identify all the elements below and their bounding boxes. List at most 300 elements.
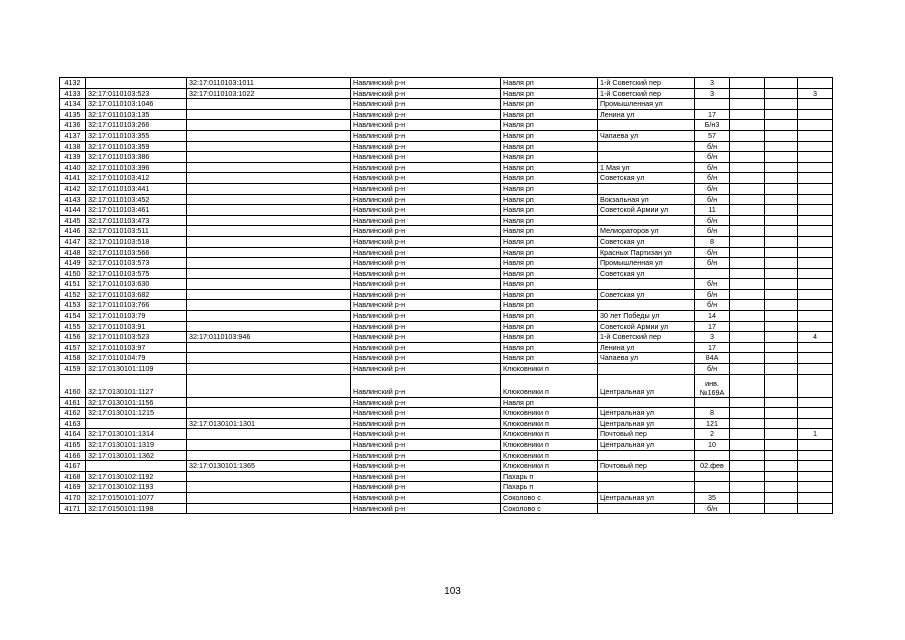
street-cell bbox=[598, 279, 695, 290]
apartment-cell: 3 bbox=[798, 88, 833, 99]
locality-cell: Навля рп bbox=[501, 397, 598, 408]
row-number-cell: 4158 bbox=[60, 353, 86, 364]
house-number-cell: б/н bbox=[695, 226, 730, 237]
district-cell: Навлинский р-н bbox=[351, 353, 501, 364]
block-cell bbox=[765, 152, 798, 163]
street-cell: 30 лет Победы ул bbox=[598, 311, 695, 322]
building-cell bbox=[730, 162, 765, 173]
row-number-cell: 4151 bbox=[60, 279, 86, 290]
district-cell: Навлинский р-н bbox=[351, 461, 501, 472]
house-number-cell: б/н bbox=[695, 162, 730, 173]
table-row bbox=[60, 88, 833, 99]
district-cell: Навлинский р-н bbox=[351, 374, 501, 397]
building-cell bbox=[730, 120, 765, 131]
building-cell bbox=[730, 99, 765, 110]
row-number-cell: 4135 bbox=[60, 109, 86, 120]
cadastral-number-cell: 32:17:0130102:1193 bbox=[86, 482, 187, 493]
block-cell bbox=[765, 374, 798, 397]
row-number-cell: 4163 bbox=[60, 418, 86, 429]
locality-cell: Навля рп bbox=[501, 342, 598, 353]
locality-cell: Клюковники п bbox=[501, 418, 598, 429]
district-cell: Навлинский р-н bbox=[351, 408, 501, 419]
row-number-cell: 4147 bbox=[60, 236, 86, 247]
street-cell: Центральная ул bbox=[598, 440, 695, 451]
house-number-cell bbox=[695, 397, 730, 408]
apartment-cell bbox=[798, 374, 833, 397]
apartment-cell bbox=[798, 418, 833, 429]
district-cell: Навлинский р-н bbox=[351, 342, 501, 353]
street-cell: Центральная ул bbox=[598, 492, 695, 503]
house-number-cell bbox=[695, 482, 730, 493]
parent-cadastral-number-cell bbox=[187, 429, 351, 440]
street-cell: Чапаева ул bbox=[598, 353, 695, 364]
house-number-cell: б/н bbox=[695, 247, 730, 258]
parent-cadastral-number-cell bbox=[187, 268, 351, 279]
table-row bbox=[60, 120, 833, 131]
parent-cadastral-number-cell bbox=[187, 162, 351, 173]
building-cell bbox=[730, 141, 765, 152]
parent-cadastral-number-cell: 32:17:0110103:1011 bbox=[187, 78, 351, 89]
street-cell bbox=[598, 397, 695, 408]
district-cell: Навлинский р-н bbox=[351, 173, 501, 184]
row-number-cell: 4164 bbox=[60, 429, 86, 440]
cadastral-number-cell: 32:17:0130101:1156 bbox=[86, 397, 187, 408]
street-cell: Ленина ул bbox=[598, 109, 695, 120]
building-cell bbox=[730, 215, 765, 226]
table-row bbox=[60, 236, 833, 247]
district-cell: Навлинский р-н bbox=[351, 130, 501, 141]
row-number-cell: 4156 bbox=[60, 332, 86, 343]
building-cell bbox=[730, 408, 765, 419]
apartment-cell bbox=[798, 183, 833, 194]
block-cell bbox=[765, 440, 798, 451]
house-number-cell: б/н bbox=[695, 152, 730, 163]
building-cell bbox=[730, 173, 765, 184]
row-number-cell: 4165 bbox=[60, 440, 86, 451]
parent-cadastral-number-cell bbox=[187, 321, 351, 332]
parent-cadastral-number-cell bbox=[187, 482, 351, 493]
table-row bbox=[60, 130, 833, 141]
apartment-cell bbox=[798, 205, 833, 216]
street-cell bbox=[598, 471, 695, 482]
house-number-cell: 2 bbox=[695, 429, 730, 440]
house-number-cell: инв. №169А bbox=[695, 374, 730, 397]
street-cell: Вокзальная ул bbox=[598, 194, 695, 205]
district-cell: Навлинский р-н bbox=[351, 120, 501, 131]
district-cell: Навлинский р-н bbox=[351, 141, 501, 152]
house-number-cell: 57 bbox=[695, 130, 730, 141]
locality-cell: Навля рп bbox=[501, 353, 598, 364]
table-row bbox=[60, 471, 833, 482]
row-number-cell: 4168 bbox=[60, 471, 86, 482]
parent-cadastral-number-cell bbox=[187, 99, 351, 110]
parent-cadastral-number-cell: 32:17:0110103:946 bbox=[187, 332, 351, 343]
locality-cell: Навля рп bbox=[501, 332, 598, 343]
house-number-cell: 8 bbox=[695, 236, 730, 247]
house-number-cell bbox=[695, 471, 730, 482]
locality-cell: Пахарь п bbox=[501, 482, 598, 493]
apartment-cell bbox=[798, 353, 833, 364]
block-cell bbox=[765, 353, 798, 364]
street-cell: Советская ул bbox=[598, 268, 695, 279]
parent-cadastral-number-cell bbox=[187, 342, 351, 353]
house-number-cell: 11 bbox=[695, 205, 730, 216]
block-cell bbox=[765, 289, 798, 300]
building-cell bbox=[730, 321, 765, 332]
district-cell: Навлинский р-н bbox=[351, 88, 501, 99]
street-cell: Мелиораторов ул bbox=[598, 226, 695, 237]
house-number-cell: Б/н3 bbox=[695, 120, 730, 131]
parent-cadastral-number-cell bbox=[187, 173, 351, 184]
table-row bbox=[60, 279, 833, 290]
building-cell bbox=[730, 482, 765, 493]
block-cell bbox=[765, 247, 798, 258]
cadastral-number-cell: 32:17:0110103:575 bbox=[86, 268, 187, 279]
apartment-cell bbox=[798, 236, 833, 247]
block-cell bbox=[765, 78, 798, 89]
parent-cadastral-number-cell bbox=[187, 471, 351, 482]
apartment-cell bbox=[798, 471, 833, 482]
building-cell bbox=[730, 289, 765, 300]
parent-cadastral-number-cell bbox=[187, 236, 351, 247]
apartment-cell bbox=[798, 152, 833, 163]
cadastral-number-cell: 32:17:0110103:630 bbox=[86, 279, 187, 290]
house-number-cell: 3 bbox=[695, 332, 730, 343]
block-cell bbox=[765, 120, 798, 131]
apartment-cell bbox=[798, 364, 833, 375]
cadastral-number-cell: 32:17:0130101:1314 bbox=[86, 429, 187, 440]
table-row bbox=[60, 450, 833, 461]
apartment-cell bbox=[798, 120, 833, 131]
street-cell bbox=[598, 503, 695, 514]
house-number-cell: б/н bbox=[695, 215, 730, 226]
block-cell bbox=[765, 258, 798, 269]
page-number: 103 bbox=[444, 586, 461, 597]
locality-cell: Пахарь п bbox=[501, 471, 598, 482]
locality-cell: Клюковники п bbox=[501, 429, 598, 440]
house-number-cell bbox=[695, 450, 730, 461]
locality-cell: Навля рп bbox=[501, 279, 598, 290]
cadastral-number-cell: 32:17:0130101:1215 bbox=[86, 408, 187, 419]
row-number-cell: 4162 bbox=[60, 408, 86, 419]
table-row bbox=[60, 397, 833, 408]
parent-cadastral-number-cell bbox=[187, 408, 351, 419]
street-cell: Промышленная ул bbox=[598, 258, 695, 269]
block-cell bbox=[765, 342, 798, 353]
apartment-cell bbox=[798, 247, 833, 258]
locality-cell: Навля рп bbox=[501, 183, 598, 194]
house-number-cell: 17 bbox=[695, 109, 730, 120]
house-number-cell: 35 bbox=[695, 492, 730, 503]
building-cell bbox=[730, 258, 765, 269]
apartment-cell bbox=[798, 321, 833, 332]
parent-cadastral-number-cell bbox=[187, 226, 351, 237]
parent-cadastral-number-cell bbox=[187, 205, 351, 216]
cadastral-number-cell: 32:17:0110103:573 bbox=[86, 258, 187, 269]
cadastral-number-cell bbox=[86, 78, 187, 89]
row-number-cell: 4137 bbox=[60, 130, 86, 141]
apartment-cell bbox=[798, 450, 833, 461]
district-cell: Навлинский р-н bbox=[351, 492, 501, 503]
row-number-cell: 4149 bbox=[60, 258, 86, 269]
parent-cadastral-number-cell bbox=[187, 364, 351, 375]
district-cell: Навлинский р-н bbox=[351, 268, 501, 279]
table-row bbox=[60, 289, 833, 300]
parent-cadastral-number-cell bbox=[187, 353, 351, 364]
street-cell: Красных Партизан ул bbox=[598, 247, 695, 258]
cadastral-number-cell: 32:17:0150101:1077 bbox=[86, 492, 187, 503]
apartment-cell bbox=[798, 440, 833, 451]
street-cell: 1-й Советский пер bbox=[598, 78, 695, 89]
cadastral-number-cell bbox=[86, 418, 187, 429]
locality-cell: Навля рп bbox=[501, 173, 598, 184]
block-cell bbox=[765, 429, 798, 440]
house-number-cell bbox=[695, 99, 730, 110]
locality-cell: Навля рп bbox=[501, 300, 598, 311]
cadastral-number-cell: 32:17:0110103:682 bbox=[86, 289, 187, 300]
block-cell bbox=[765, 88, 798, 99]
block-cell bbox=[765, 99, 798, 110]
row-number-cell: 4159 bbox=[60, 364, 86, 375]
block-cell bbox=[765, 236, 798, 247]
cadastral-number-cell: 32:17:0130102:1192 bbox=[86, 471, 187, 482]
district-cell: Навлинский р-н bbox=[351, 471, 501, 482]
district-cell: Навлинский р-н bbox=[351, 450, 501, 461]
street-cell bbox=[598, 300, 695, 311]
district-cell: Навлинский р-н bbox=[351, 183, 501, 194]
cadastral-number-cell: 32:17:0130101:1319 bbox=[86, 440, 187, 451]
parent-cadastral-number-cell bbox=[187, 450, 351, 461]
building-cell bbox=[730, 183, 765, 194]
cadastral-number-cell: 32:17:0110103:97 bbox=[86, 342, 187, 353]
locality-cell: Навля рп bbox=[501, 194, 598, 205]
street-cell: Чапаева ул bbox=[598, 130, 695, 141]
building-cell bbox=[730, 429, 765, 440]
building-cell bbox=[730, 353, 765, 364]
house-number-cell: б/н bbox=[695, 289, 730, 300]
block-cell bbox=[765, 194, 798, 205]
cadastral-number-cell: 32:17:0110103:441 bbox=[86, 183, 187, 194]
locality-cell: Клюковники п bbox=[501, 374, 598, 397]
block-cell bbox=[765, 162, 798, 173]
street-cell bbox=[598, 450, 695, 461]
apartment-cell bbox=[798, 289, 833, 300]
locality-cell: Навля рп bbox=[501, 311, 598, 322]
row-number-cell: 4146 bbox=[60, 226, 86, 237]
block-cell bbox=[765, 205, 798, 216]
district-cell: Навлинский р-н bbox=[351, 289, 501, 300]
row-number-cell: 4143 bbox=[60, 194, 86, 205]
district-cell: Навлинский р-н bbox=[351, 321, 501, 332]
street-cell: Центральная ул bbox=[598, 408, 695, 419]
building-cell bbox=[730, 471, 765, 482]
cadastral-number-cell: 32:17:0110103:523 bbox=[86, 88, 187, 99]
apartment-cell bbox=[798, 258, 833, 269]
street-cell: Ленина ул bbox=[598, 342, 695, 353]
street-cell: 1-й Советский пер bbox=[598, 88, 695, 99]
locality-cell: Соколово с bbox=[501, 492, 598, 503]
table-row bbox=[60, 374, 833, 397]
apartment-cell bbox=[798, 503, 833, 514]
block-cell bbox=[765, 332, 798, 343]
house-number-cell bbox=[695, 268, 730, 279]
table-row bbox=[60, 503, 833, 514]
parent-cadastral-number-cell bbox=[187, 397, 351, 408]
house-number-cell: б/н bbox=[695, 194, 730, 205]
district-cell: Навлинский р-н bbox=[351, 300, 501, 311]
parent-cadastral-number-cell bbox=[187, 311, 351, 322]
locality-cell: Навля рп bbox=[501, 78, 598, 89]
table-row bbox=[60, 482, 833, 493]
table-row bbox=[60, 492, 833, 503]
apartment-cell bbox=[798, 268, 833, 279]
locality-cell: Навля рп bbox=[501, 226, 598, 237]
row-number-cell: 4161 bbox=[60, 397, 86, 408]
block-cell bbox=[765, 364, 798, 375]
row-number-cell: 4157 bbox=[60, 342, 86, 353]
apartment-cell bbox=[798, 141, 833, 152]
district-cell: Навлинский р-н bbox=[351, 162, 501, 173]
row-number-cell: 4169 bbox=[60, 482, 86, 493]
district-cell: Навлинский р-н bbox=[351, 429, 501, 440]
apartment-cell bbox=[798, 342, 833, 353]
table-row bbox=[60, 332, 833, 343]
building-cell bbox=[730, 332, 765, 343]
cadastral-number-cell: 32:17:0130101:1109 bbox=[86, 364, 187, 375]
district-cell: Навлинский р-н bbox=[351, 109, 501, 120]
district-cell: Навлинский р-н bbox=[351, 152, 501, 163]
table-row bbox=[60, 99, 833, 110]
parent-cadastral-number-cell bbox=[187, 120, 351, 131]
cadastral-number-cell: 32:17:0110103:766 bbox=[86, 300, 187, 311]
district-cell: Навлинский р-н bbox=[351, 279, 501, 290]
building-cell bbox=[730, 130, 765, 141]
block-cell bbox=[765, 450, 798, 461]
street-cell: Почтовый пер bbox=[598, 461, 695, 472]
district-cell: Навлинский р-н bbox=[351, 215, 501, 226]
table-row bbox=[60, 247, 833, 258]
locality-cell: Навля рп bbox=[501, 215, 598, 226]
row-number-cell: 4142 bbox=[60, 183, 86, 194]
parent-cadastral-number-cell bbox=[187, 300, 351, 311]
building-cell bbox=[730, 461, 765, 472]
apartment-cell bbox=[798, 397, 833, 408]
locality-cell: Навля рп bbox=[501, 109, 598, 120]
building-cell bbox=[730, 492, 765, 503]
street-cell: Советская ул bbox=[598, 236, 695, 247]
row-number-cell: 4136 bbox=[60, 120, 86, 131]
cadastral-number-cell: 32:17:0110103:386 bbox=[86, 152, 187, 163]
block-cell bbox=[765, 268, 798, 279]
table-body bbox=[60, 78, 833, 514]
block-cell bbox=[765, 141, 798, 152]
street-cell bbox=[598, 120, 695, 131]
locality-cell: Навля рп bbox=[501, 130, 598, 141]
table-row bbox=[60, 141, 833, 152]
parent-cadastral-number-cell: 32:17:0110103:1022 bbox=[187, 88, 351, 99]
building-cell bbox=[730, 194, 765, 205]
table-row bbox=[60, 183, 833, 194]
table-row bbox=[60, 78, 833, 89]
locality-cell: Навля рп bbox=[501, 141, 598, 152]
building-cell bbox=[730, 503, 765, 514]
block-cell bbox=[765, 397, 798, 408]
building-cell bbox=[730, 450, 765, 461]
district-cell: Навлинский р-н bbox=[351, 99, 501, 110]
table-row bbox=[60, 440, 833, 451]
building-cell bbox=[730, 397, 765, 408]
locality-cell: Навля рп bbox=[501, 162, 598, 173]
cadastral-number-cell: 32:17:0110103:266 bbox=[86, 120, 187, 131]
locality-cell: Клюковники п bbox=[501, 364, 598, 375]
apartment-cell bbox=[798, 300, 833, 311]
district-cell: Навлинский р-н bbox=[351, 397, 501, 408]
block-cell bbox=[765, 130, 798, 141]
building-cell bbox=[730, 88, 765, 99]
district-cell: Навлинский р-н bbox=[351, 194, 501, 205]
locality-cell: Соколово с bbox=[501, 503, 598, 514]
street-cell: Советская ул bbox=[598, 289, 695, 300]
block-cell bbox=[765, 461, 798, 472]
row-number-cell: 4171 bbox=[60, 503, 86, 514]
locality-cell: Навля рп bbox=[501, 205, 598, 216]
table-row bbox=[60, 109, 833, 120]
street-cell bbox=[598, 141, 695, 152]
apartment-cell bbox=[798, 226, 833, 237]
cadastral-number-cell: 32:17:0110103:91 bbox=[86, 321, 187, 332]
district-cell: Навлинский р-н bbox=[351, 236, 501, 247]
block-cell bbox=[765, 226, 798, 237]
building-cell bbox=[730, 247, 765, 258]
block-cell bbox=[765, 109, 798, 120]
block-cell bbox=[765, 471, 798, 482]
locality-cell: Клюковники п bbox=[501, 450, 598, 461]
district-cell: Навлинский р-н bbox=[351, 440, 501, 451]
cadastral-number-cell bbox=[86, 461, 187, 472]
block-cell bbox=[765, 311, 798, 322]
parent-cadastral-number-cell bbox=[187, 215, 351, 226]
block-cell bbox=[765, 279, 798, 290]
cadastral-number-cell: 32:17:0110103:79 bbox=[86, 311, 187, 322]
parent-cadastral-number-cell: 32:17:0130101:1301 bbox=[187, 418, 351, 429]
locality-cell: Навля рп bbox=[501, 247, 598, 258]
apartment-cell bbox=[798, 173, 833, 184]
parent-cadastral-number-cell bbox=[187, 503, 351, 514]
cadastral-number-cell: 32:17:0110103:511 bbox=[86, 226, 187, 237]
table-row bbox=[60, 429, 833, 440]
house-number-cell: б/н bbox=[695, 173, 730, 184]
apartment-cell bbox=[798, 482, 833, 493]
building-cell bbox=[730, 152, 765, 163]
apartment-cell: 4 bbox=[798, 332, 833, 343]
house-number-cell: б/н bbox=[695, 141, 730, 152]
cadastral-number-cell: 32:17:0130101:1362 bbox=[86, 450, 187, 461]
row-number-cell: 4167 bbox=[60, 461, 86, 472]
block-cell bbox=[765, 321, 798, 332]
cadastral-number-cell: 32:17:0110103:135 bbox=[86, 109, 187, 120]
house-number-cell: 14 bbox=[695, 311, 730, 322]
cadastral-number-cell: 32:17:0110103:412 bbox=[86, 173, 187, 184]
street-cell bbox=[598, 152, 695, 163]
parent-cadastral-number-cell bbox=[187, 247, 351, 258]
street-cell bbox=[598, 364, 695, 375]
street-cell: Центральная ул bbox=[598, 374, 695, 397]
parent-cadastral-number-cell bbox=[187, 152, 351, 163]
locality-cell: Навля рп bbox=[501, 321, 598, 332]
table-row bbox=[60, 321, 833, 332]
building-cell bbox=[730, 374, 765, 397]
row-number-cell: 4141 bbox=[60, 173, 86, 184]
